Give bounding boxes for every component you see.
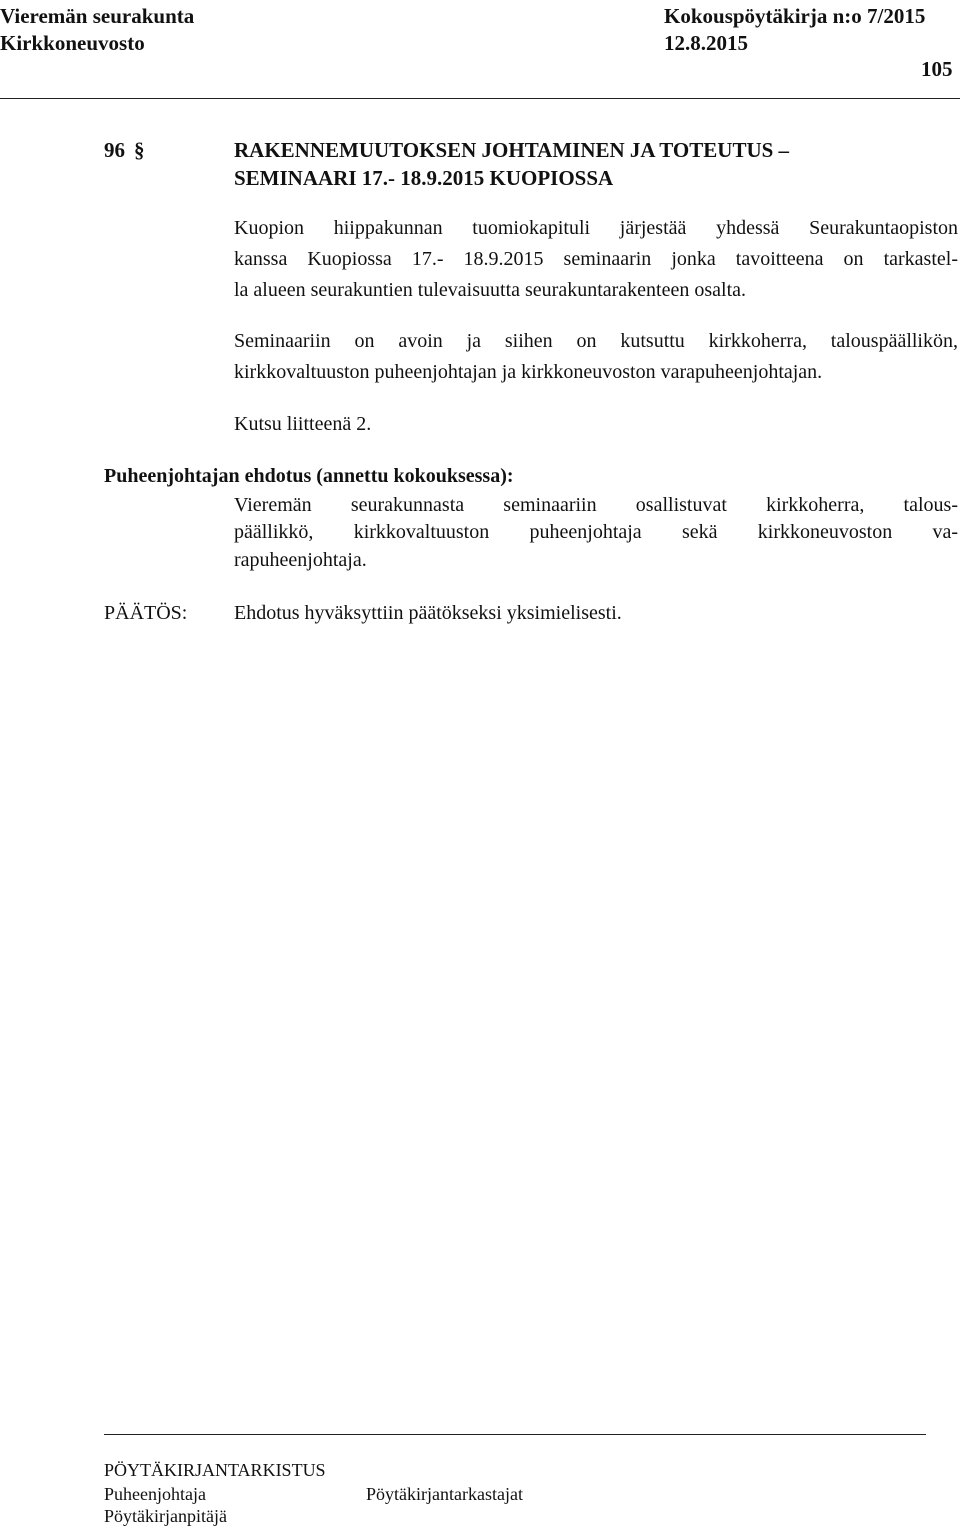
section-sign: § [134,138,145,162]
attachment-note: Kutsu liitteenä 2. [234,413,372,435]
meeting-date: 12.8.2015 [664,31,748,55]
paragraph-2-line1: Seminaariin on avoin ja siihen on kutsuttu kirkkoherra, talouspäällikön, [234,330,958,352]
section-title-line1: RAKENNEMUUTOKSEN JOHTAMINEN JA TOTEUTUS – [234,138,790,162]
paragraph-1-line3: la alueen seurakuntien tulevaisuutta seurakuntarakenteen osalta. [234,279,747,301]
decision-text: Ehdotus hyväksyttiin päätökseksi yksimielisesti. [234,602,622,624]
org-name: Vieremän seurakunta [0,4,195,28]
proposal-heading: Puheenjohtajan ehdotus (annettu kokouksessa): [104,465,514,487]
paragraph-1-line1: Kuopion hiippakunnan tuomiokapituli järjestää yhdessä Seurakuntaopiston [234,217,958,239]
footer-rule [104,1434,926,1435]
meeting-body: Kirkkoneuvosto [0,31,145,55]
page-number: 105 [921,57,953,81]
footer-heading: PÖYTÄKIRJANTARKISTUS [104,1460,326,1480]
paragraph-2-line2: kirkkovaltuuston puheenjohtajan ja kirkkoneuvoston varapuheenjohtajan. [234,361,823,383]
section-title-line2: SEMINAARI 17.- 18.9.2015 KUOPIOSSA [234,166,614,190]
header-rule [0,98,960,99]
proposal-line2: päällikkö, kirkkovaltuuston puheenjohtaja sekä kirkkoneuvoston va- [234,521,958,543]
footer-secretary: Pöytäkirjanpitäjä [104,1506,227,1526]
proposal-line3: rapuheenjohtaja. [234,549,367,571]
decision-label: PÄÄTÖS: [104,602,188,624]
section-number: 96 [104,138,125,162]
footer-checkers: Pöytäkirjantarkastajat [366,1484,523,1504]
proposal-line1: Vieremän seurakunnasta seminaariin osallistuvat kirkkoherra, talous- [234,494,958,516]
paragraph-1-line2: kanssa Kuopiossa 17.- 18.9.2015 seminaarin jonka tavoitteena on tarkastel- [234,248,958,270]
document-title: Kokouspöytäkirja n:o 7/2015 [664,4,926,28]
footer-chair: Puheenjohtaja [104,1484,206,1504]
